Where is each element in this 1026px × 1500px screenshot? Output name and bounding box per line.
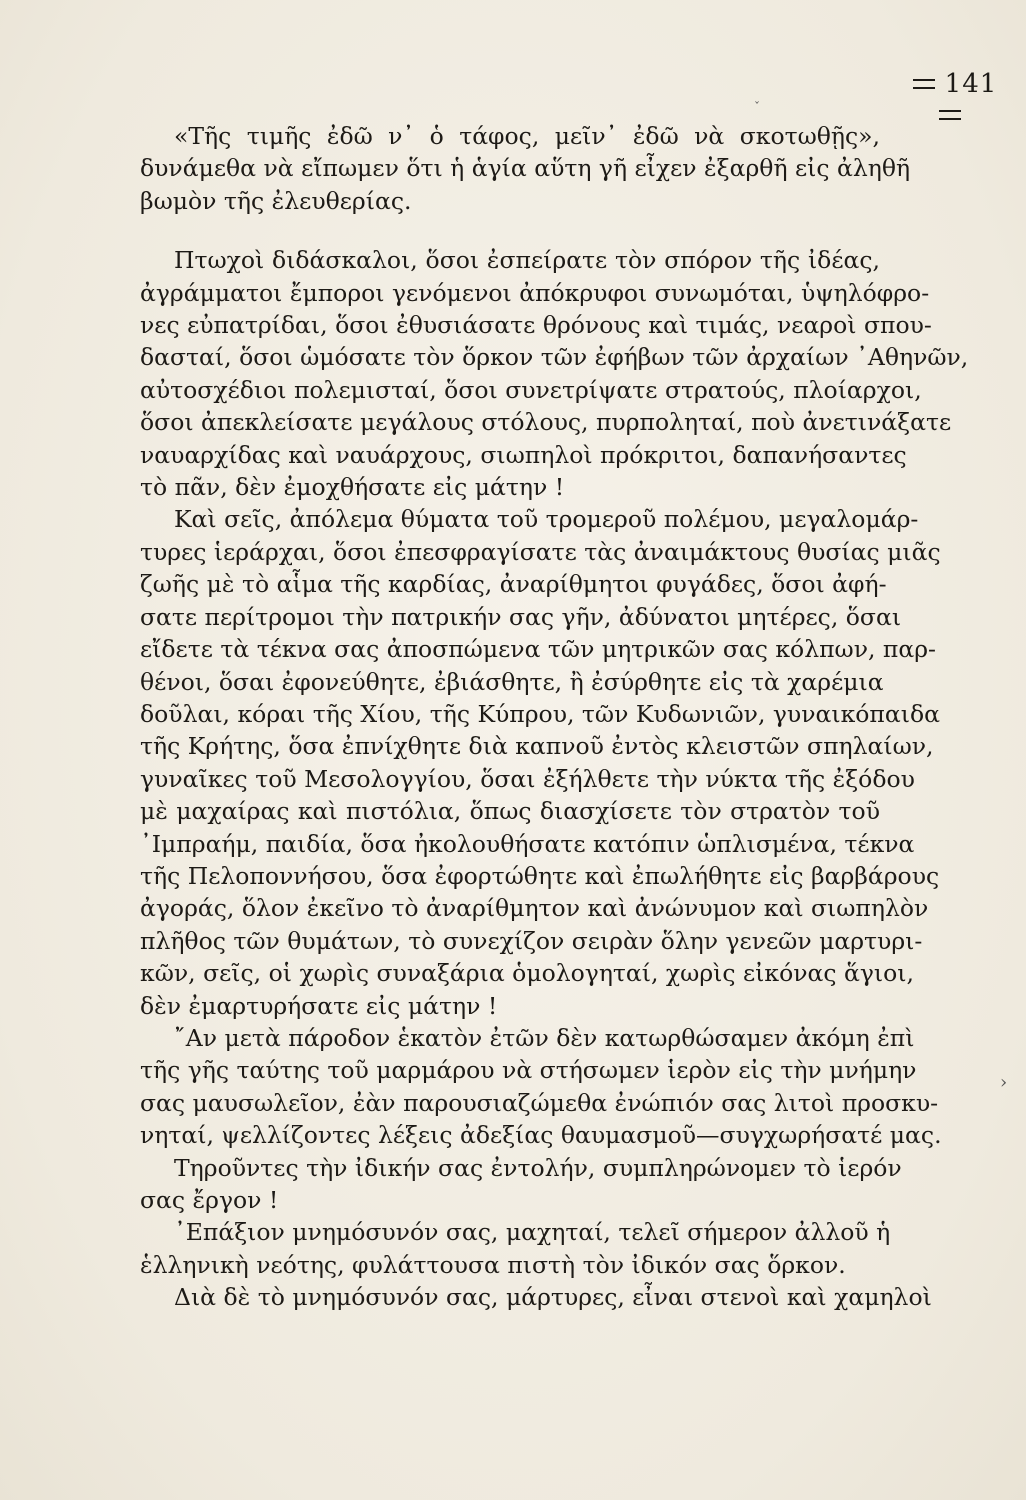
text-line: εἴδετε τὰ τέκνα σας ἀποσπώμενα τῶν μητρικῶν σας κόλπων, παρ- bbox=[140, 635, 936, 664]
text-line: νες εὐπατρίδαι, ὅσοι ἐθυσιάσατε θρόνους καὶ τιμάς, νεαροὶ σπου- bbox=[140, 311, 932, 340]
body-text bbox=[140, 120, 969, 1314]
text-line: τῆς Κρήτης, ὅσα ἐπνίχθητε διὰ καπνοῦ ἐντὸς κλειστῶν σπηλαίων, bbox=[140, 732, 934, 761]
text-line: νηταί, ψελλίζοντες λέξεις ἀδεξίας θαυμασμοῦ—συγχωρήσατέ μας. bbox=[140, 1121, 942, 1150]
text-line: δασταί, ὅσοι ὡμόσατε τὸν ὅρκον τῶν ἐφήβων τῶν ἀρχαίων ᾿Αθηνῶν, bbox=[140, 343, 969, 372]
text-line: μὲ μαχαίρας καὶ πιστόλια, ὅπως διασχίσετε τὸν στρατὸν τοῦ bbox=[140, 797, 880, 826]
paragraph bbox=[140, 1281, 932, 1313]
text-line: Διὰ δὲ τὸ μνημόσυνόν σας, μάρτυρες, εἶναι στενοὶ καὶ χαμηλοὶ bbox=[174, 1283, 932, 1312]
text-line: ᾿Επάξιον μνημόσυνόν σας, μαχηταί, τελεῖ σήμερον ἀλλοῦ ἡ bbox=[174, 1218, 891, 1247]
text-line: Πτωχοὶ διδάσκαλοι, ὅσοι ἐσπείρατε τὸν σπόρον τῆς ἰδέας, bbox=[174, 246, 880, 275]
text-line: ἑλληνικὴ νεότης, φυλάττουσα πιστὴ τὸν ἰδικόν σας ὅρκον. bbox=[140, 1250, 846, 1279]
paragraph bbox=[140, 244, 969, 503]
paragraph bbox=[140, 1022, 942, 1152]
text-line: ᾿Ιμπραήμ, παιδία, ὅσα ἠκολουθήσατε κατόπιν ὡπλισμένα, τέκνα bbox=[140, 829, 915, 858]
text-line: αὐτοσχέδιοι πολεμισταί, ὅσοι συνετρίψατε στρατούς, πλοίαρχοι, bbox=[140, 375, 922, 404]
text-line: ῎Αν μετὰ πάροδον ἑκατὸν ἐτῶν δὲν κατωρθώσαμεν ἀκόμη ἐπὶ bbox=[174, 1023, 915, 1052]
paragraph bbox=[140, 503, 941, 1022]
text-line: Καὶ σεῖς, ἀπόλεμα θύματα τοῦ τρομεροῦ πολέμου, μεγαλομάρ- bbox=[174, 505, 919, 534]
text-line: δυνάμεθα νὰ εἴπωμεν ὅτι ἡ ἁγία αὕτη γῆ εἶχεν ἐξαρθῆ εἰς ἀληθῆ bbox=[140, 154, 911, 183]
text-line: ναυαρχίδας καὶ ναυάρχους, σιωπηλοὶ πρόκριτοι, δαπανήσαντες bbox=[140, 440, 907, 469]
text-line: δοῦλαι, κόραι τῆς Χίου, τῆς Κύπρου, τῶν Κυδωνιῶν, γυναικόπαιδα bbox=[140, 699, 940, 728]
paragraph-gap bbox=[140, 217, 880, 244]
margin-mark: › bbox=[1000, 1072, 1008, 1093]
page-number bbox=[900, 68, 1000, 129]
text-line: τὸ πᾶν, δὲν ἐμοχθήσατε εἰς μάτην ! bbox=[140, 473, 565, 502]
right-rule-ornament bbox=[939, 110, 961, 120]
text-line: τῆς γῆς ταύτης τοῦ μαρμάρου νὰ στήσωμεν ἱερὸν εἰς τὴν μνήμην bbox=[140, 1056, 917, 1085]
paragraph bbox=[140, 120, 911, 217]
text-line: τῆς Πελοποννήσου, ὅσα ἐφορτώθητε καὶ ἐπωλήθητε εἰς βαρβάρους bbox=[140, 861, 940, 890]
text-line: ὅσοι ἀπεκλείσατε μεγάλους στόλους, πυρποληταί, ποὺ ἀνετινάξατε bbox=[140, 408, 952, 437]
text-line: σατε περίτρομοι τὴν πατρικήν σας γῆν, ἀδύνατοι μητέρες, ὅσαι bbox=[140, 602, 902, 631]
text-line: γυναῖκες τοῦ Μεσολογγίου, ὅσαι ἐξήλθετε τὴν νύκτα τῆς ἐξόδου bbox=[140, 764, 915, 793]
ink-speck: ˇ bbox=[754, 100, 760, 114]
text-line: σας μαυσωλεῖον, ἐὰν παρουσιαζώμεθα ἐνώπιόν σας λιτοὶ προσκυ- bbox=[140, 1088, 939, 1117]
text-line: ἀγοράς, ὅλον ἐκεῖνο τὸ ἀναρίθμητον καὶ ἀνώνυμον καὶ σιωπηλὸν bbox=[140, 894, 929, 923]
page-number-text: 141 bbox=[944, 69, 998, 99]
left-rule-ornament bbox=[913, 79, 935, 89]
paragraph bbox=[140, 1216, 891, 1281]
text-line: σας ἔργον ! bbox=[140, 1186, 279, 1214]
text-line: πλῆθος τῶν θυμάτων, τὸ συνεχίζον σειρὰν ὅλην γενεῶν μαρτυρι- bbox=[140, 926, 923, 955]
text-line: τυρες ἱεράρχαι, ὅσοι ἐπεσφραγίσατε τὰς ἀναιμάκτους θυσίας μιᾶς bbox=[140, 537, 941, 566]
text-line: δὲν ἐμαρτυρήσατε εἰς μάτην ! bbox=[140, 991, 498, 1020]
text-line: ἀγράμματοι ἔμποροι γενόμενοι ἀπόκρυφοι συνωμόται, ὑψηλόφρο- bbox=[140, 278, 930, 307]
text-line: βωμὸν τῆς ἐλευθερίας. bbox=[140, 186, 412, 215]
paragraph bbox=[140, 1152, 902, 1217]
text-line: Τηροῦντες τὴν ἰδικήν σας ἐντολήν, συμπληρώνομεν τὸ ἱερόν bbox=[174, 1153, 902, 1182]
text-line: θένοι, ὅσαι ἐφονεύθητε, ἐβιάσθητε, ἢ ἐσύρθητε εἰς τὰ χαρέμια bbox=[140, 667, 884, 696]
text-line: ζωῆς μὲ τὸ αἷμα τῆς καρδίας, ἀναρίθμητοι φυγάδες, ὅσοι ἀφή- bbox=[140, 570, 887, 599]
text-line: κῶν, σεῖς, οἱ χωρὶς συναξάρια ὁμολογηταί, χωρὶς εἰκόνας ἅγιοι, bbox=[140, 959, 914, 988]
text-line: «Τῆς τιμῆς ἐδῶ ν᾽ ὁ τάφος, μεῖν᾽ ἐδῶ νὰ σκοτωθῇς», bbox=[174, 122, 880, 150]
